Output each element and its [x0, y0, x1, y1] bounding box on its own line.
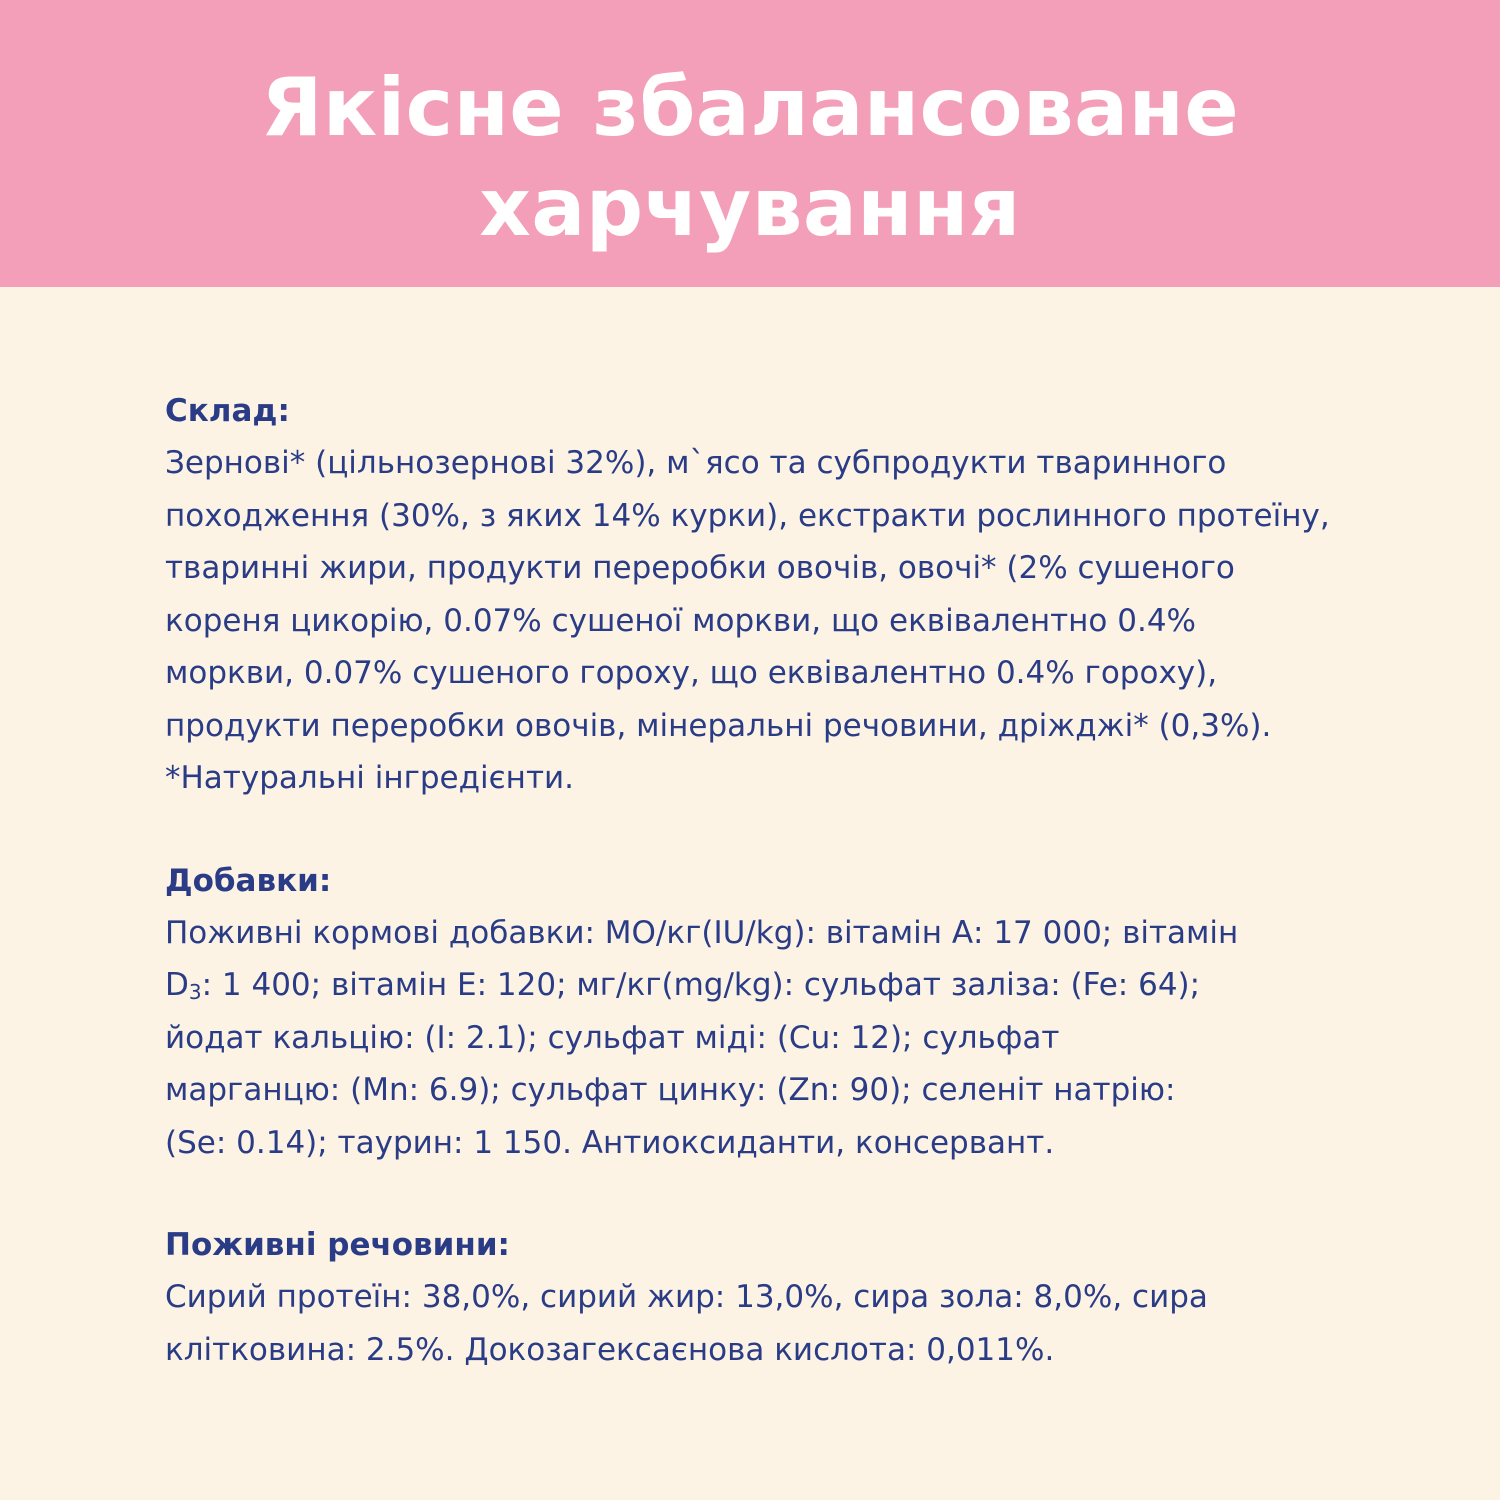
title-line-1: Якісне збалансоване [260, 61, 1240, 154]
ingredients-panel [165, 385, 1405, 1376]
additives-heading: Добавки: [165, 862, 332, 899]
title-line-2: харчування [479, 161, 1021, 254]
composition-line: моркви, 0.07% сушеного гороху, що еквівалентно 0.4% гороху), [165, 655, 1218, 691]
additives-line: йодат кальцію: (I: 2.1); сульфат міді: (Cu: 12); сульфат [165, 1019, 1060, 1056]
additives-line: (Se: 0.14); таурин: 1 150. Антиоксиданти, консервант. [165, 1124, 1055, 1161]
additives-line: Поживні кормові добавки: МО/кг(IU/kg): вітамін А: 17 000; вітамін [165, 914, 1239, 951]
composition-line: Зернові* (цільнозернові 32%), м`ясо та субпродукти тваринного [165, 445, 1227, 481]
page-title [0, 58, 1500, 258]
nutrients-line: Сирий протеїн: 38,0%, сирий жир: 13,0%, сира зола: 8,0%, сира [165, 1279, 1208, 1315]
composition-line: походження (30%, з яких 14% курки), екстракти рослинного протеїну, [165, 497, 1330, 534]
vitamin-d-subscript: 3 [188, 980, 202, 1004]
composition-footnote: *Натуральні інгредієнти. [165, 760, 575, 796]
composition-section [165, 385, 1405, 805]
nutrients-section [165, 1219, 1405, 1376]
title-banner [0, 0, 1500, 287]
composition-line: кореня цикорію, 0.07% сушеної моркви, що еквівалентно 0.4% [165, 602, 1197, 639]
additives-line-rest: : 1 400; вітамін Е: 120; мг/кг(mg/kg): сульфат заліза: (Fe: 64); [201, 967, 1201, 1003]
additives-line: марганцю: (Mn: 6.9); сульфат цинку: (Zn: 90); селеніт натрію: [165, 1072, 1176, 1108]
nutrients-line: клітковина: 2.5%. Докозагексаєнова кислота: 0,011%. [165, 1331, 1055, 1368]
composition-heading: Склад: [165, 393, 290, 429]
vitamin-d-symbol: D [165, 967, 189, 1003]
composition-line: тваринні жири, продукти переробки овочів, овочі* (2% сушеного [165, 550, 1235, 586]
additives-section [165, 855, 1405, 1170]
composition-line: продукти переробки овочів, мінеральні речовини, дріжджі* (0,3%). [165, 707, 1272, 744]
additives-line [165, 959, 1405, 1012]
nutrients-heading: Поживні речовини: [165, 1227, 510, 1263]
